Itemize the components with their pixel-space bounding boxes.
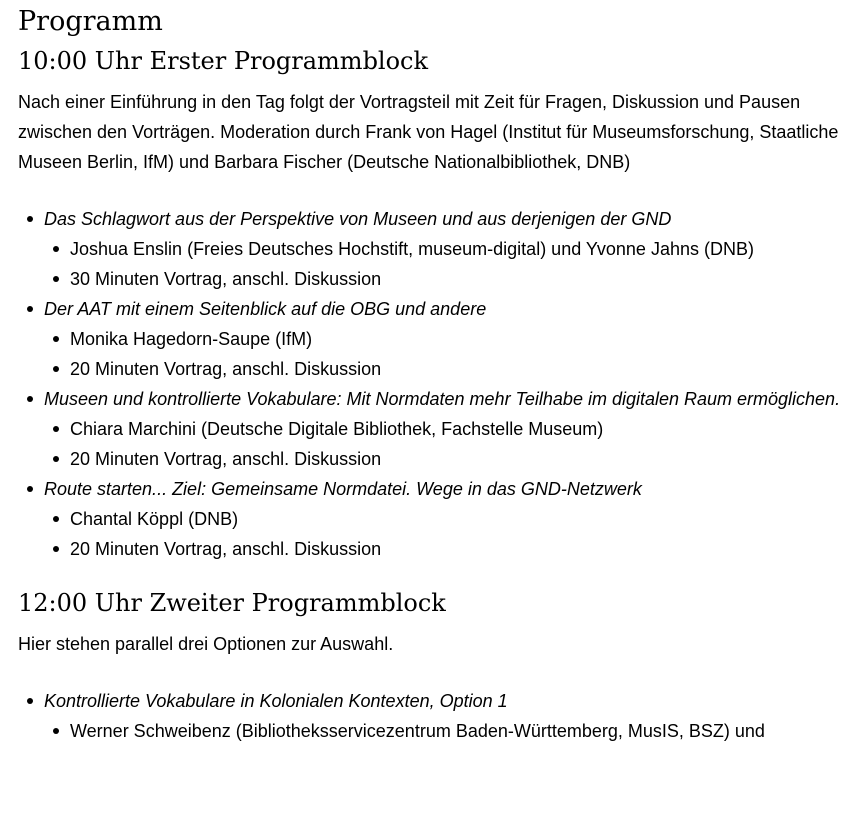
talk-details bbox=[44, 414, 848, 474]
talk-title: Route starten... Ziel: Gemeinsame Normdatei. Wege in das GND-Netzwerk bbox=[44, 479, 642, 499]
block2-intro: Hier stehen parallel drei Optionen zur Auswahl. bbox=[18, 634, 394, 654]
talk-title: Der AAT mit einem Seitenblick auf die OBG und andere bbox=[44, 299, 487, 319]
block2-talk-list bbox=[18, 686, 848, 746]
talk-format: 20 Minuten Vortrag, anschl. Diskussion bbox=[44, 534, 848, 564]
talk-item bbox=[18, 384, 848, 474]
talk-format: 20 Minuten Vortrag, anschl. Diskussion bbox=[44, 354, 848, 384]
talk-details bbox=[44, 324, 848, 384]
talk-speakers: Monika Hagedorn-Saupe (IfM) bbox=[44, 324, 848, 354]
block1-intro: Nach einer Einführung in den Tag folgt der Vortragsteil mit Zeit für Fragen, Diskussion und Pausen zwischen den Vorträgen. Moderation durch Frank von Hagel (Institut für Museumsforschung, Staatliche Museen Berlin, IfM) und Barbara Fischer (Deutsche Nationalbibliothek, DNB) bbox=[18, 92, 839, 172]
talk-item bbox=[18, 474, 848, 564]
talk-speakers: Joshua Enslin (Freies Deutsches Hochstift, museum-digital) und Yvonne Jahns (DNB) bbox=[44, 234, 848, 264]
talk-details bbox=[44, 234, 848, 294]
talk-speakers: Werner Schweibenz (Bibliotheksservicezentrum Baden-Württemberg, MusIS, BSZ) und bbox=[44, 716, 848, 746]
page-title: Programm bbox=[18, 6, 163, 37]
talk-item bbox=[18, 204, 848, 294]
talk-details bbox=[44, 504, 848, 564]
talk-speakers: Chantal Köppl (DNB) bbox=[44, 504, 848, 534]
talk-title: Museen und kontrollierte Vokabulare: Mit Normdaten mehr Teilhabe im digitalen Raum ermöglichen. bbox=[44, 389, 841, 409]
talk-speakers: Chiara Marchini (Deutsche Digitale Bibliothek, Fachstelle Museum) bbox=[44, 414, 848, 444]
talk-details bbox=[44, 716, 848, 746]
talk-format: 30 Minuten Vortrag, anschl. Diskussion bbox=[44, 264, 848, 294]
talk-title: Kontrollierte Vokabulare in Kolonialen Kontexten, Option 1 bbox=[44, 691, 508, 711]
talk-title: Das Schlagwort aus der Perspektive von Museen und aus derjenigen der GND bbox=[44, 209, 672, 229]
program-page bbox=[18, 0, 848, 746]
block2-heading: 12:00 Uhr Zweiter Programmblock bbox=[18, 589, 446, 617]
block1-talk-list bbox=[18, 204, 848, 564]
talk-format: 20 Minuten Vortrag, anschl. Diskussion bbox=[44, 444, 848, 474]
talk-item bbox=[18, 294, 848, 384]
talk-item bbox=[18, 686, 848, 746]
block1-heading: 10:00 Uhr Erster Programmblock bbox=[18, 47, 429, 75]
